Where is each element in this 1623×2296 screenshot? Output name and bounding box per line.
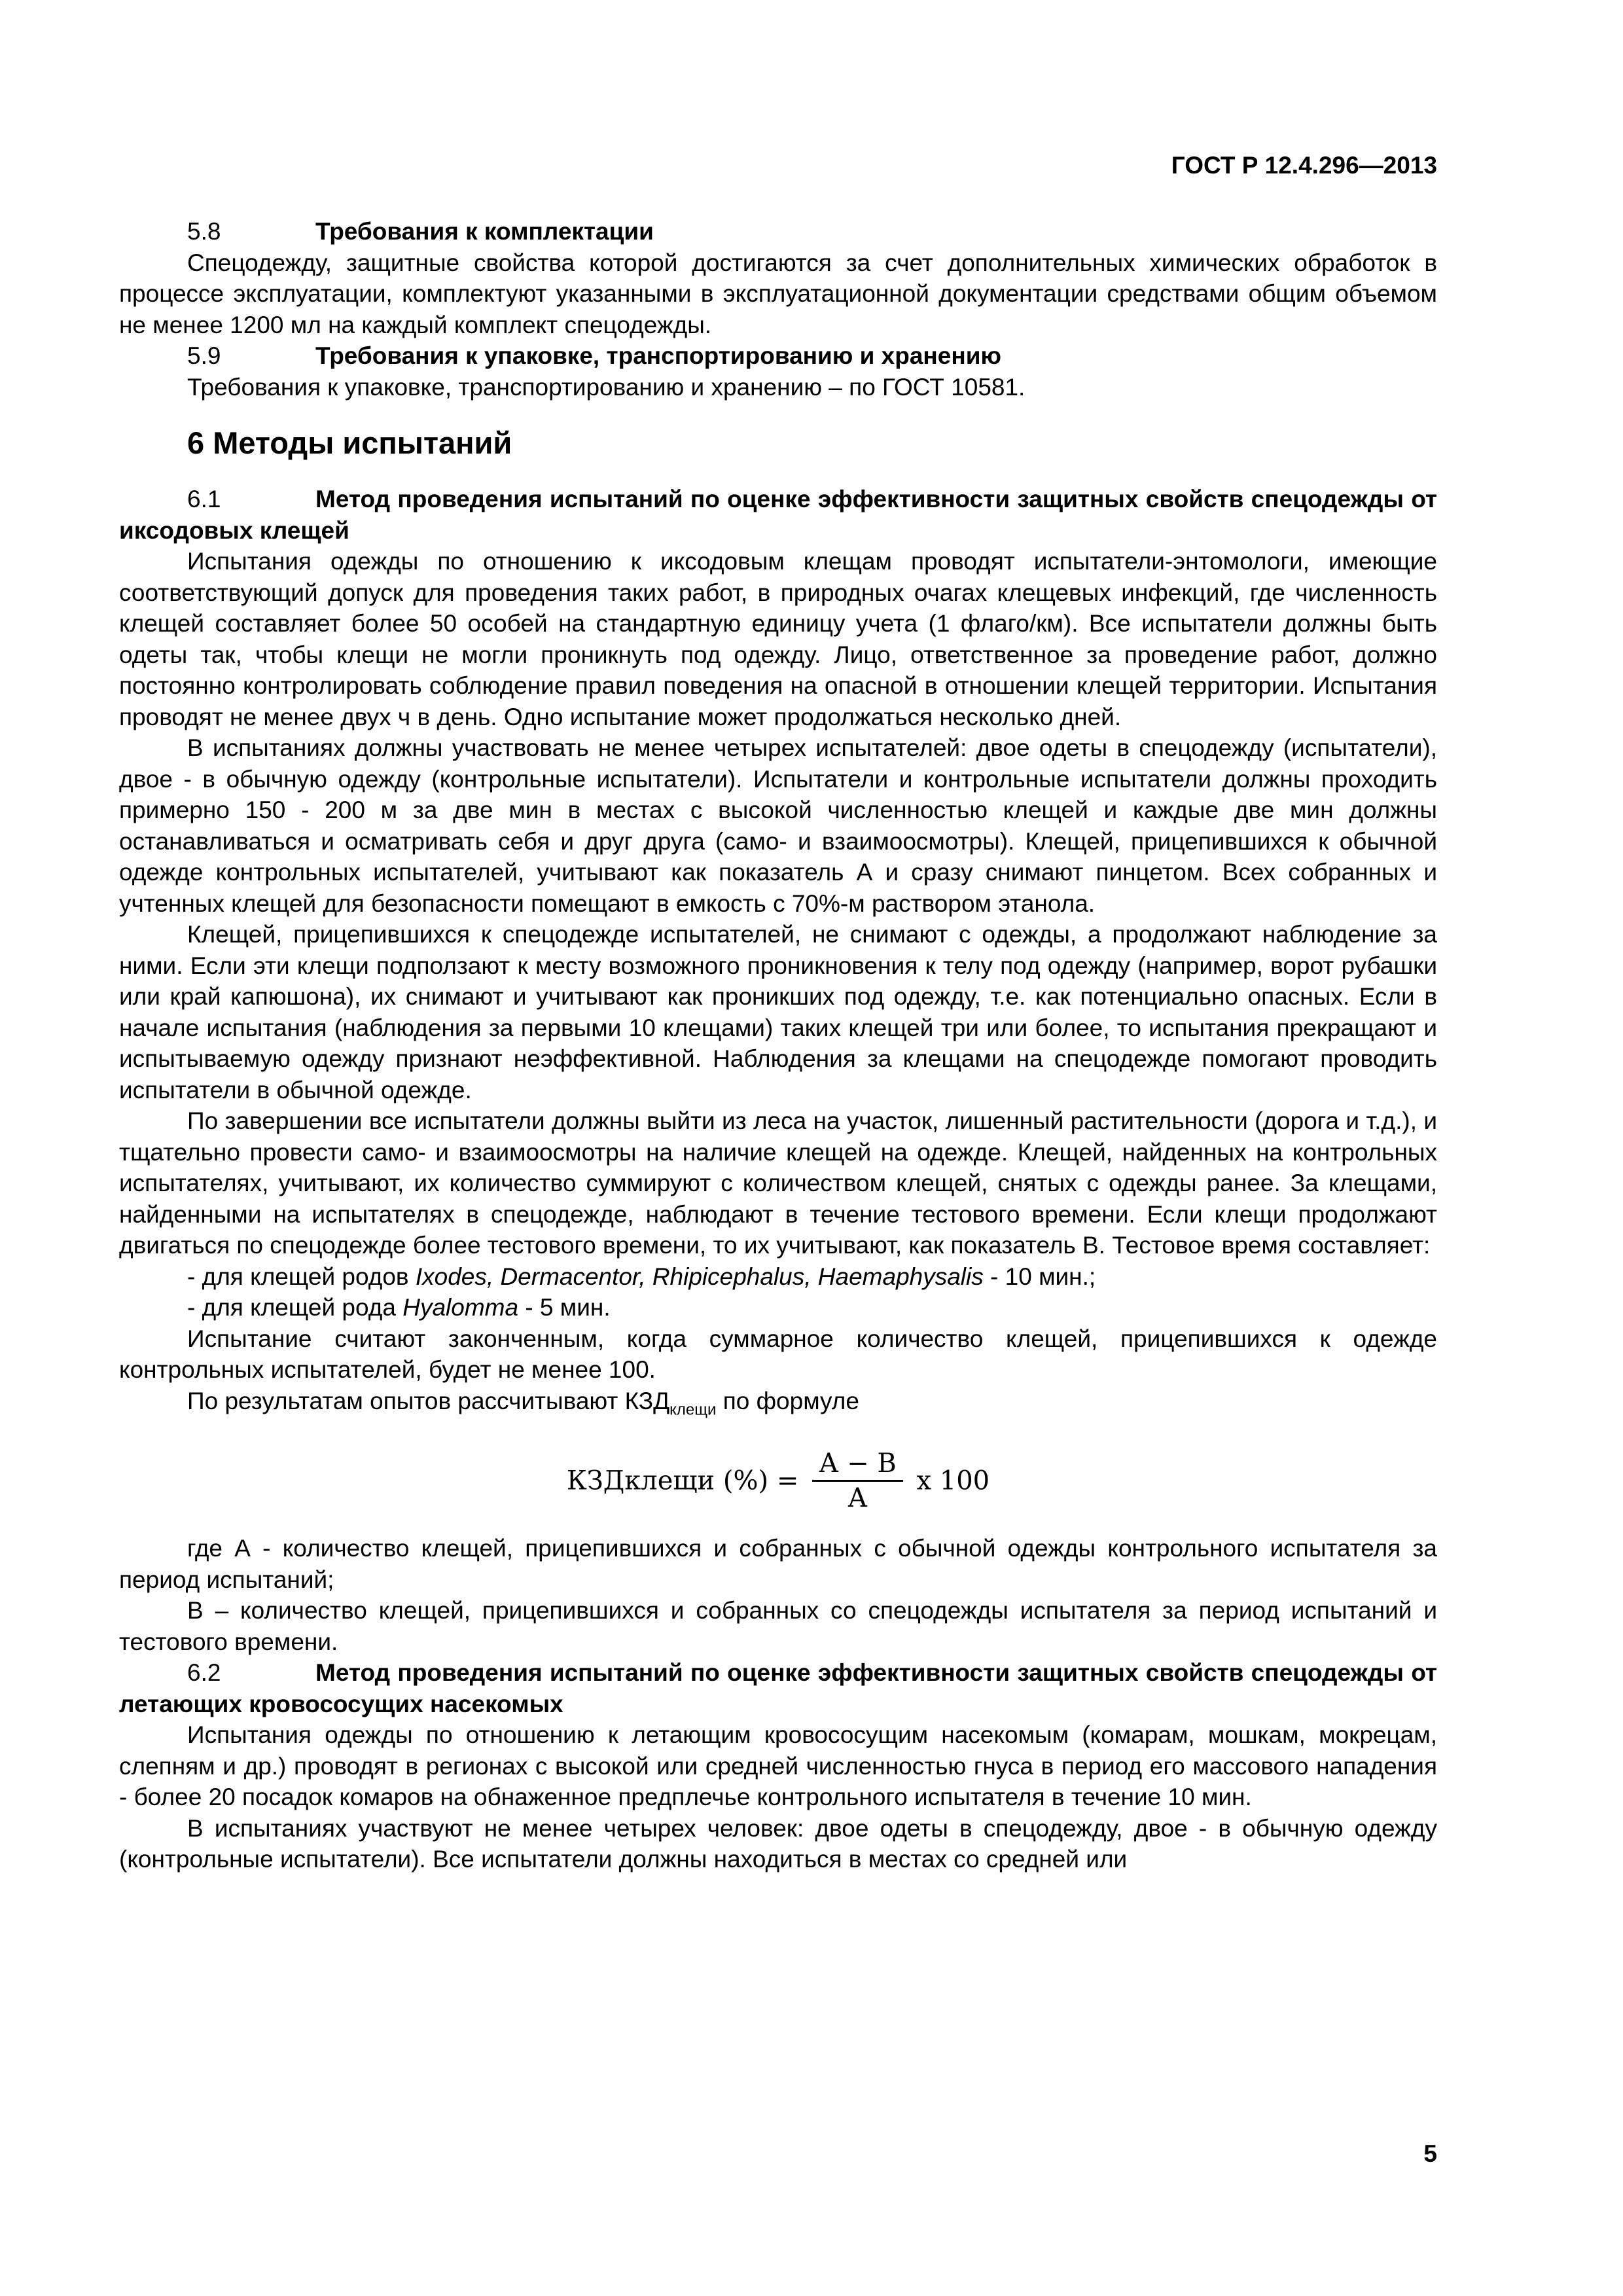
paragraph: В испытаниях должны участвовать не менее четырех испытателей: двое одеты в спецодежду (испытатели), двое - в обычную одежду (контрольные испытатели). Испытатели и контрольные испытатели должны проходить примерно 150 - 200 м за две мин в местах с высокой численностью клещей и каждые две мин должны останавливаться и осматривать себя и друг друга (само- и взаимоосмотры). Клещей, прицепившихся к обычной одежде контрольных испытателей, учитывают как показатель А и сразу снимают пинцетом. Всех собранных и учтенных клещей для безопасности помещают в емкость с 70%-м раствором этанола.: [119, 734, 1437, 917]
formula-numerator: А − В: [812, 1447, 903, 1482]
section-title: Требования к упаковке, транспортированию и хранению: [315, 342, 1002, 369]
section-6-heading: 6 Методы испытаний: [187, 425, 512, 460]
section-5-8-text: Спецодежду, защитные свойства которой достигаются за счет дополнительных химических обработок в процессе эксплуатации, комплектуют указанными в эксплуатационной документации средствами общим объемом не менее 1200 мл на каждый комплект спецодежды.: [119, 249, 1437, 338]
paragraph: Клещей, прицепившихся к спецодежде испытателей, не снимают с одежды, а продолжают наблюдение за ними. Если эти клещи подползают к месту возможного проникновения к телу под одежду (например, ворот рубашки или край капюшона), их снимают и учитывают как проникших под одежду, т.е. как потенциально опасных. Если в начале испытания (наблюдения за первыми 10 клещами) таких клещей три или более, то испытания прекращают и испытываемую одежду признают неэффективной. Наблюдения за клещами на спецодежде помогают проводить испытатели в обычной одежде.: [119, 921, 1437, 1103]
page-number: 5: [1423, 2140, 1437, 2167]
kzd-formula: [119, 1447, 1437, 1515]
subscript: клещи: [669, 1400, 717, 1418]
formula-legend-a: где А - количество клещей, прицепившихся и собранных с обычной одежды контрольного испытателя за период испытаний;: [119, 1535, 1437, 1593]
paragraph: Испытания одежды по отношению к иксодовым клещам проводят испытатели-энтомологи, имеющие соответствующий допуск для проведения таких работ, в природных очагах клещевых инфекций, где численность клещей составляет более 50 особей на стандартную единицу учета (1 флаго/км). Все испытатели должны быть одеты так, чтобы клещи не могли проникнуть под одежду. Лицо, ответственное за проведение работ, должно постоянно контролировать соблюдение правил поведения на опасной в отношении клещей территории. Испытания проводят не менее двух ч в день. Одно испытание может продолжаться несколько дней.: [119, 548, 1437, 730]
section-5-9-heading: [119, 340, 1437, 372]
formula-fraction: [812, 1447, 903, 1515]
formula-rhs: х 100: [916, 1465, 990, 1496]
section-number: 6.1: [187, 486, 221, 512]
section-number: 5.8: [187, 218, 221, 245]
paragraph: Испытание считают законченным, когда суммарное количество клещей, прицепившихся к одежде контрольных испытателей, будет не менее 100.: [119, 1325, 1437, 1383]
paragraph: В испытаниях участвуют не менее четырех человек: двое одеты в спецодежду, двое - в обычную одежду (контрольные испытатели). Все испытатели должны находиться в местах со средней или: [119, 1814, 1437, 1873]
section-title: Метод проведения испытаний по оценке эффективности защитных свойств спецодежды от иксодовых клещей: [119, 486, 1437, 544]
paragraph: По завершении все испытатели должны выйти из леса на участок, лишенный растительности (дорога и т.д.), и тщательно провести само- и взаимоосмотры на наличие клещей на одежде. Клещей, найденных на контрольных испытателях, учитывают, их количество суммируют с количеством клещей, снятых с одежды ранее. За клещами, найденными на испытателях в спецодежде, наблюдают в течение тестового времени. Если клещи продолжают двигаться по спецодежде более тестового времени, то их учитывают, как показатель В. Тестовое время составляет:: [119, 1107, 1437, 1259]
document-header: ГОСТ Р 12.4.296—2013: [1171, 152, 1437, 179]
formula-lhs: КЗДклещи (%) =: [566, 1465, 799, 1496]
section-number: 6.2: [187, 1659, 221, 1687]
section-6-2-heading: [119, 1657, 1437, 1719]
paragraph: Испытания одежды по отношению к летающим кровососущим насекомым (комарам, мошкам, мокрецам, слепням и др.) проводят в регионах с высокой или средней численностью гнуса в период его массового нападения - более 20 посадок комаров на обнаженное предплечье контрольного испытателя в течение 10 мин.: [119, 1721, 1437, 1811]
section-6-1-heading: [119, 484, 1437, 546]
section-title: Метод проведения испытаний по оценке эффективности защитных свойств спецодежды от летающих кровососущих насекомых: [119, 1659, 1437, 1717]
document-body: [119, 216, 1437, 1875]
list-item: - для клещей родов Ixodes, Dermacentor, Rhipicephalus, Haemaphysalis - 10 мин.;: [187, 1263, 1096, 1290]
section-number: 5.9: [187, 342, 221, 369]
section-5-9-text: Требования к упаковке, транспортированию и хранению – по ГОСТ 10581.: [187, 373, 1026, 401]
section-title: Требования к комплектации: [315, 218, 654, 245]
genus-name: Hyalomma: [402, 1294, 519, 1321]
genera-names: Ixodes, Dermacentor, Rhipicephalus, Haemaphysalis: [415, 1263, 984, 1290]
formula-legend-b: В – количество клещей, прицепившихся и собранных со спецодежды испытателя за период испытаний и тестового времени.: [119, 1597, 1437, 1655]
list-item: - для клещей рода Hyalomma - 5 мин.: [187, 1294, 611, 1321]
paragraph: По результатам опытов рассчитывают $КЗД_{клещи}$ по формуле: [187, 1387, 859, 1418]
section-5-8-heading: [119, 216, 1437, 247]
formula-denominator: А: [847, 1483, 868, 1514]
